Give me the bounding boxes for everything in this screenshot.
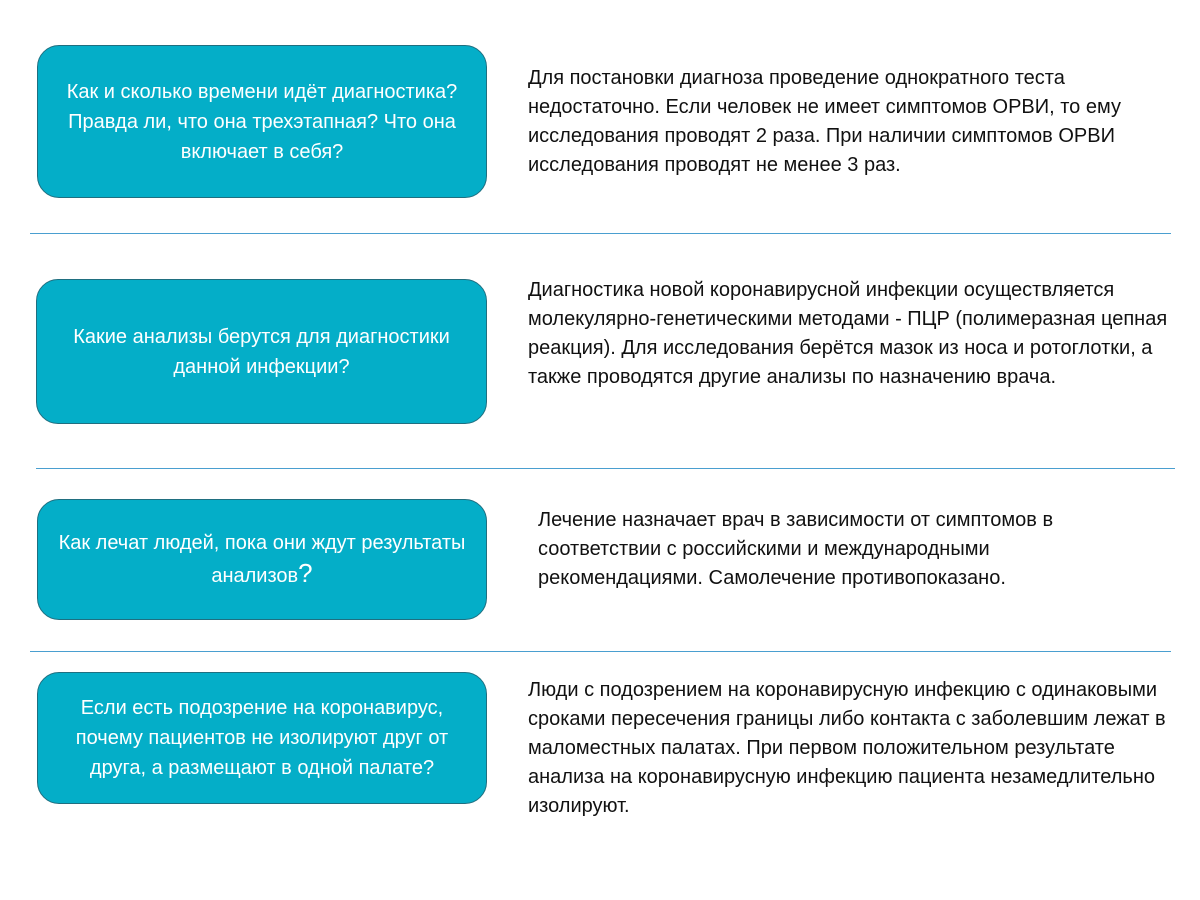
question-text: Какие анализы берутся для диагностики данной инфекции?: [73, 325, 450, 378]
question-box-isolation: [37, 672, 487, 804]
answer-text-treatment: Лечение назначает врач в зависимости от симптомов в соответствии с российскими и международными рекомендациями. Самолечение противопоказано.: [538, 509, 1054, 589]
row-divider: [30, 233, 1171, 234]
answer-text-diagnostics-duration: Для постановки диагноза проведение однократного теста недостаточно. Если человек не имеет симптомов ОРВИ, то ему исследования проводят 2 раза. При наличии симптомов ОРВИ исследования проводят не менее 3 раз.: [528, 67, 1121, 176]
question-box-tests: [36, 279, 487, 424]
row-divider: [36, 468, 1175, 469]
answer-text-tests: Диагностика новой коронавирусной инфекции осуществляется молекулярно-генетическими методами - ПЦР (полимеразная цепная реакция). Для исследования берётся мазок из носа и ротоглотки, а также проводятся другие анализы по назначению врача.: [528, 279, 1168, 388]
question-text-main: Как лечат людей, пока они ждут результаты анализов: [58, 532, 466, 587]
question-box-diagnostics-duration: [37, 45, 487, 198]
question-box-treatment: [37, 499, 487, 620]
question-text: Если есть подозрение на коронавирус, почему пациентов не изолируют друг от друга, а размещают в одной палате?: [75, 697, 449, 779]
question-mark: ?: [298, 558, 313, 588]
question-text: Как и сколько времени идёт диагностика? Правда ли, что она трехэтапная? Что она включает в себя?: [66, 80, 458, 163]
question-text: [56, 528, 468, 591]
answer-text-isolation: Люди с подозрением на коронавирусную инфекцию с одинаковыми сроками пересечения границы либо контакта с заболевшим лежат в маломестных палатах. При первом положительном результате анализа на коронавирусную инфекцию пациента незамедлительно изолируют.: [528, 679, 1166, 817]
row-divider: [30, 651, 1171, 652]
